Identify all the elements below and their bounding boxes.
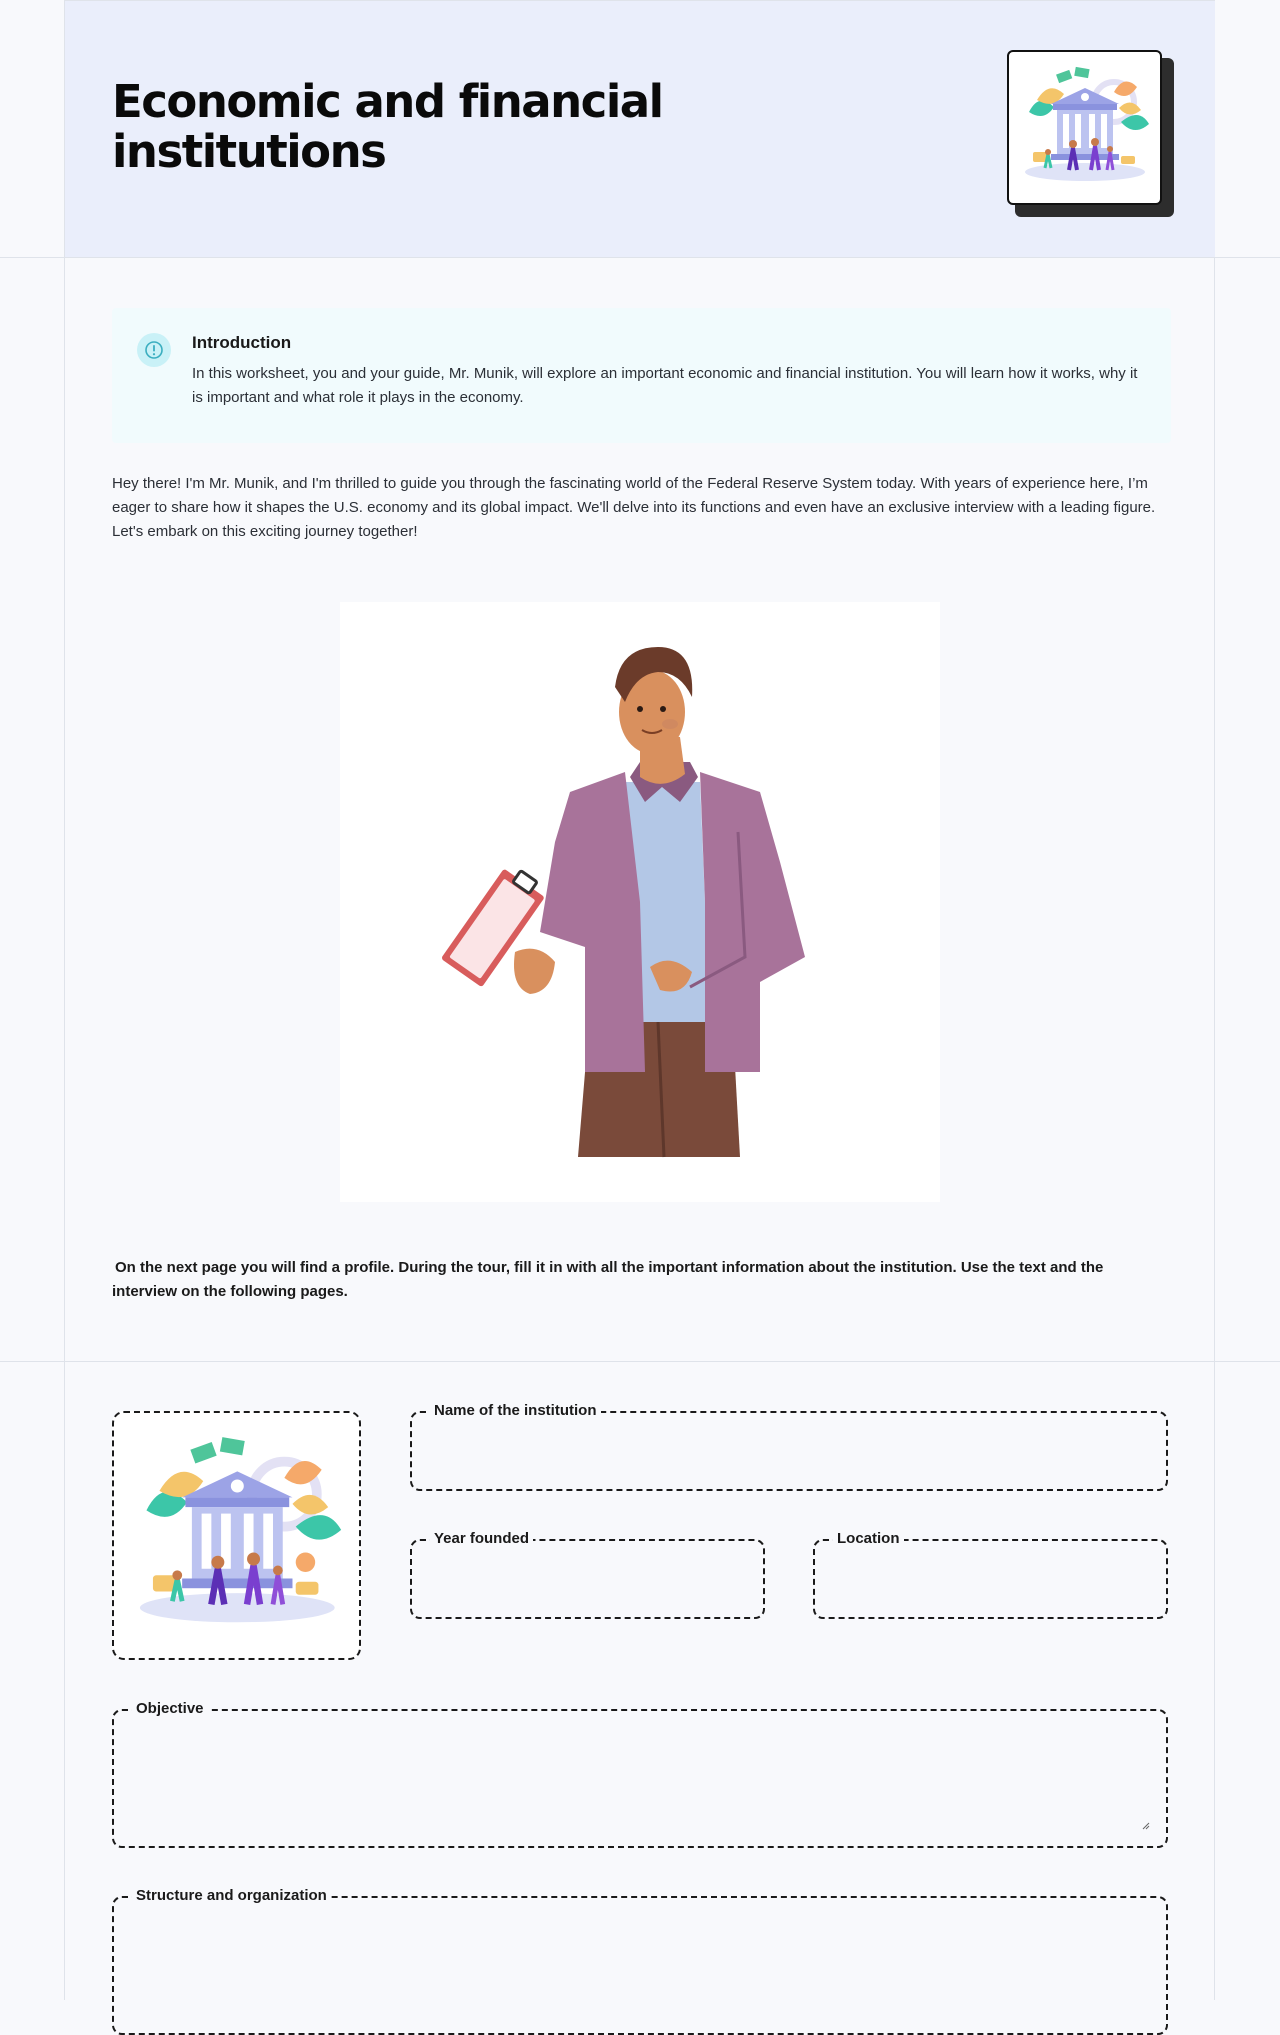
header-thumbnail [1007, 50, 1162, 205]
location-input[interactable] [825, 1555, 1156, 1607]
info-circle-icon [137, 333, 171, 367]
name-label: Name of the institution [430, 1401, 601, 1421]
structure-input[interactable] [124, 1912, 1156, 2023]
guide-illustration [340, 602, 940, 1202]
resize-grip-icon[interactable] [1142, 1822, 1150, 1830]
instruction-note [112, 1256, 1172, 1304]
guide-man-with-clipboard-illustration [340, 602, 940, 1202]
guide-paragraph: Hey there! I'm Mr. Munik, and I'm thrilled to guide you through the fascinating world of the Federal Reserve System today. With years of experience here, I’m eager to share how it shapes the U.S. economy and its global impact. We'll delve into its functions and even have an exclusive interview with a leading figure. Let's embark on this exciting journey together! [112, 475, 1156, 540]
location-field [813, 1530, 1168, 1619]
page-title: Economic and financial institutions [112, 75, 663, 178]
year-input[interactable] [422, 1555, 753, 1607]
introduction-callout [112, 308, 1171, 443]
bank-building-illustration [114, 1413, 359, 1658]
year-field [410, 1530, 765, 1619]
institution-image-box[interactable] [112, 1411, 361, 1660]
bank-building-illustration [1009, 52, 1160, 203]
objective-field [112, 1700, 1168, 1848]
name-input[interactable] [422, 1427, 1156, 1479]
name-field [410, 1402, 1168, 1491]
year-label: Year founded [430, 1529, 533, 1549]
location-label: Location [833, 1529, 904, 1549]
introduction-text: In this worksheet, you and your guide, Mr. Munik, will explore an important economic and financial institution. You will learn how it works, why it is important and what role it plays in the economy. [192, 365, 1138, 406]
instruction-text: On the next page you will find a profile. During the tour, fill it in with all the important information about the institution. Use the text and the interview on the following pages. [112, 1259, 1104, 1300]
objective-label: Objective [132, 1699, 208, 1719]
structure-field [112, 1887, 1168, 2035]
structure-label: Structure and organization [132, 1886, 331, 1906]
divider [0, 1361, 1280, 1362]
introduction-title: Introduction [192, 333, 292, 352]
objective-input[interactable] [124, 1725, 1156, 1836]
divider [0, 257, 1280, 258]
page-header [65, 0, 1215, 257]
